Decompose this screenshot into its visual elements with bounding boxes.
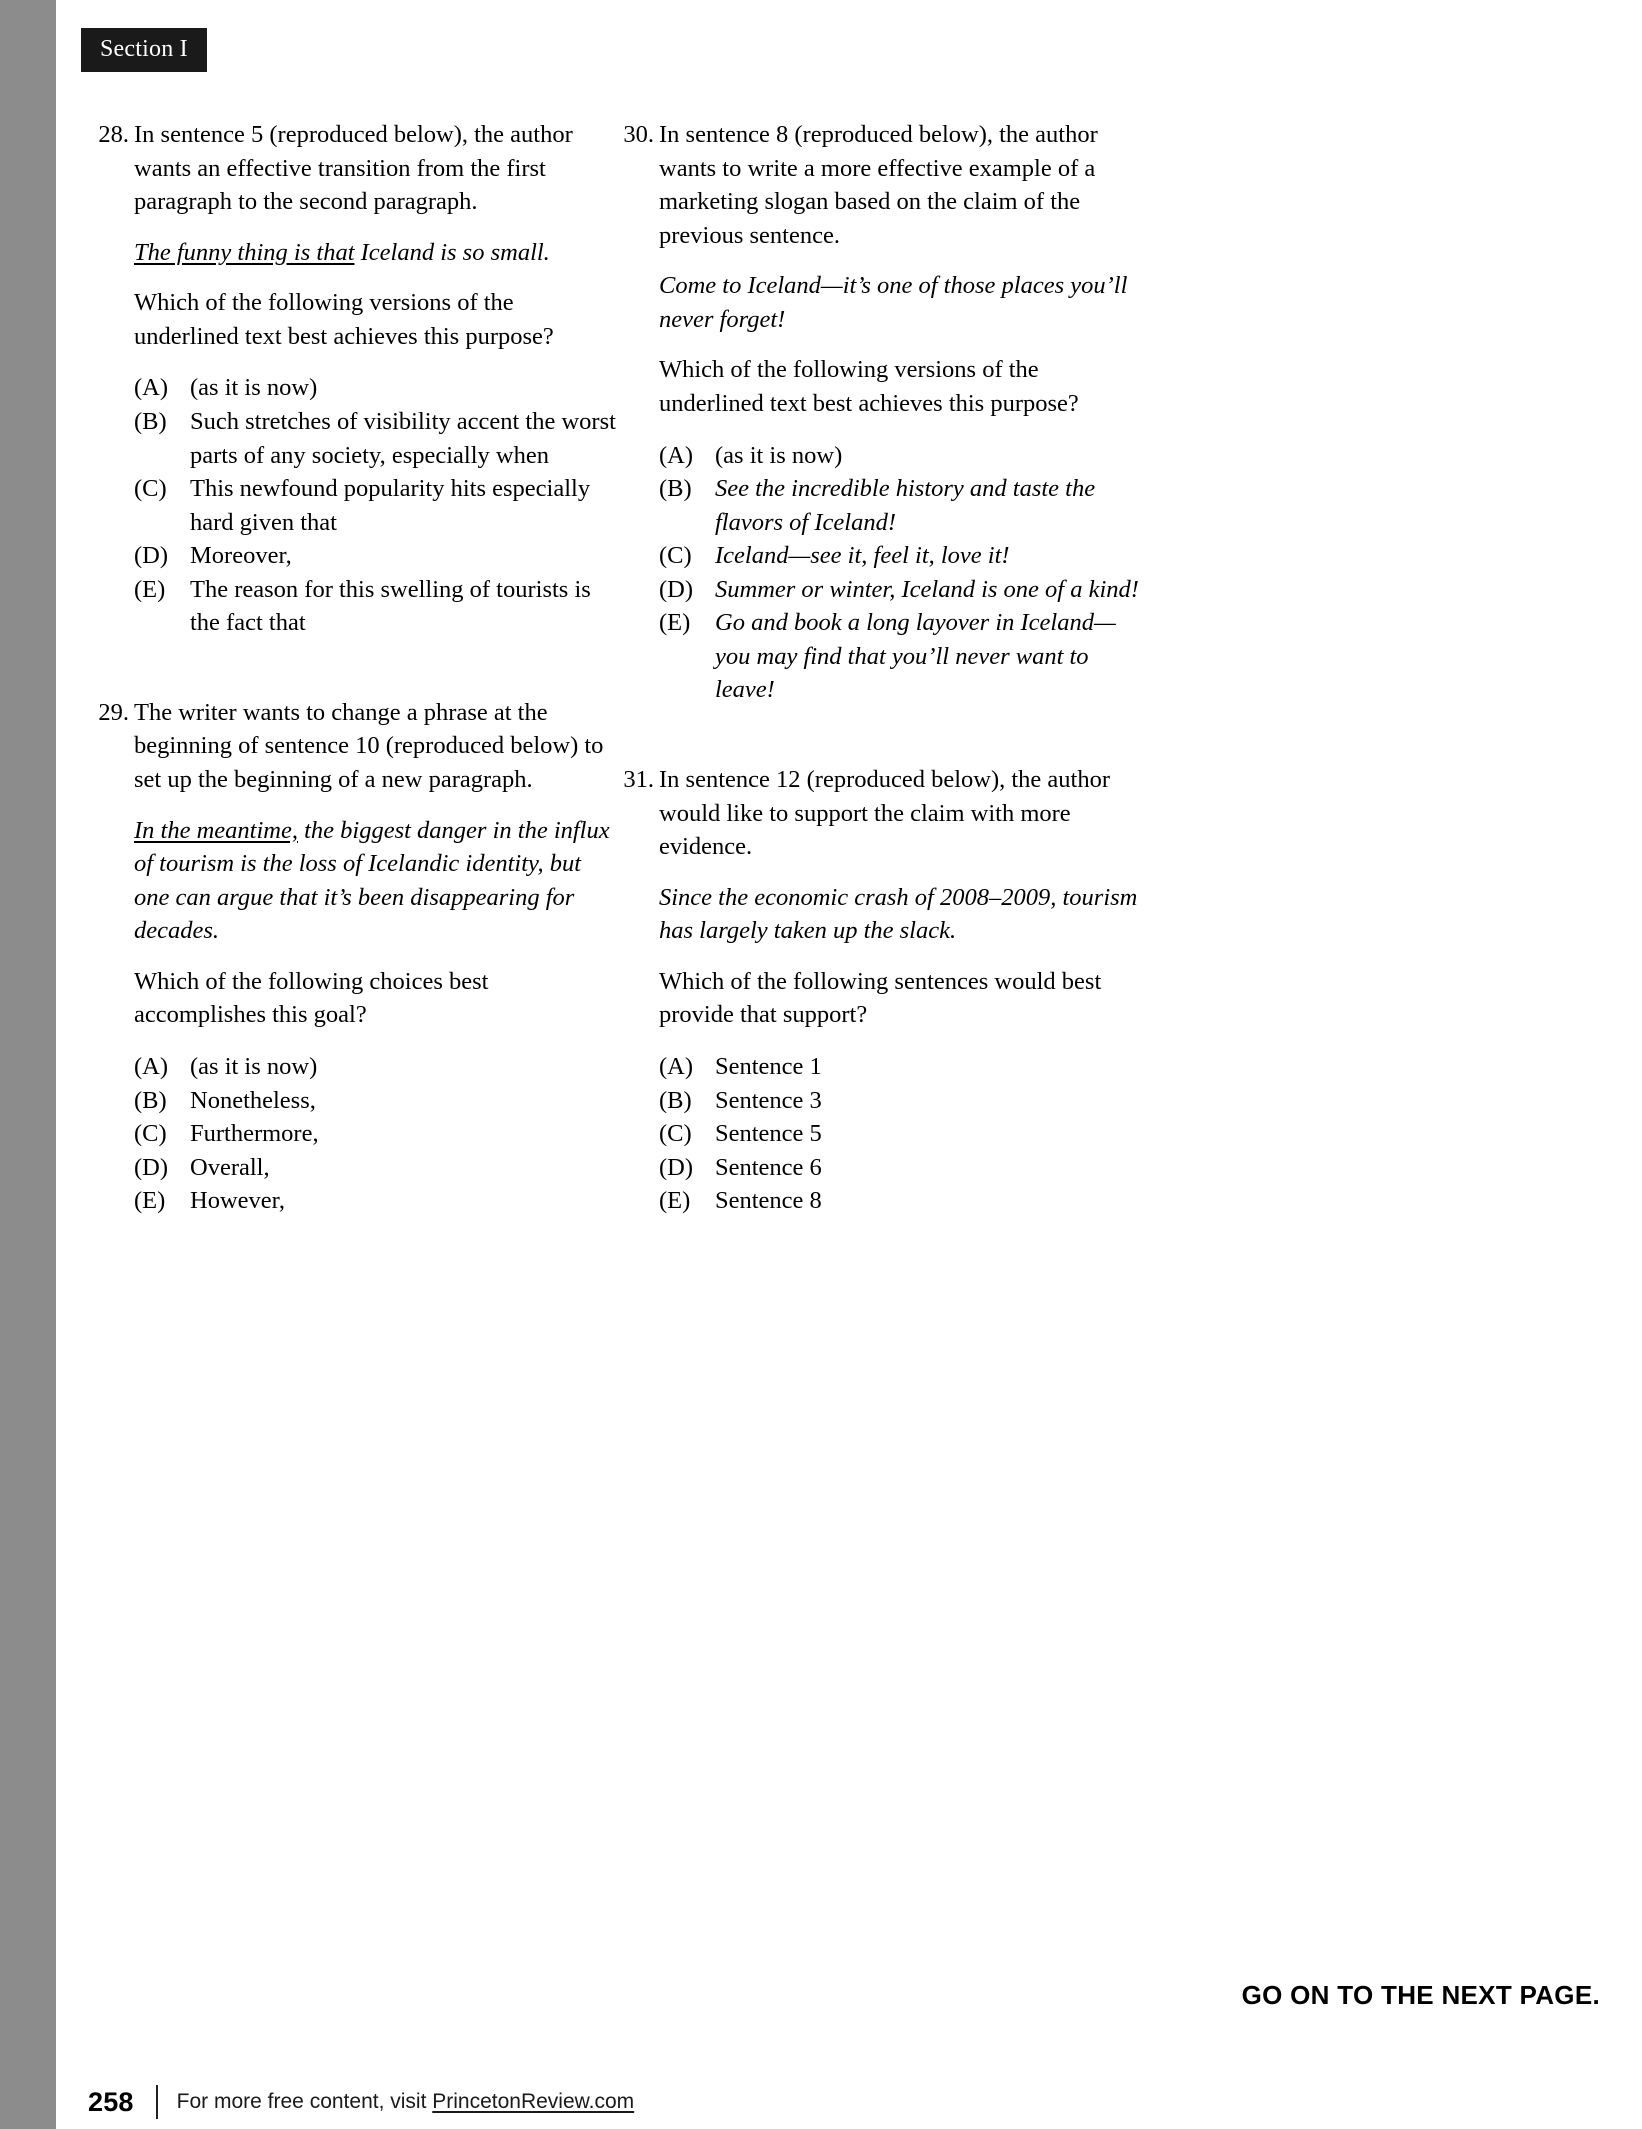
choice-31-d-letter: (D) — [659, 1153, 694, 1181]
question-columns — [56, 118, 1642, 1418]
choice-29-c-text: Furthermore, — [190, 1120, 319, 1148]
choice-31-c-letter: (C) — [659, 1120, 692, 1148]
question-29-number: 29. — [98, 698, 129, 726]
choice-31-e-letter: (E) — [659, 1187, 691, 1215]
choice-31-c[interactable] — [659, 1117, 1141, 1151]
question-31-stem: In sentence 12 (reproduced below), the author would like to support the claim with more evidence. — [659, 766, 1111, 861]
choice-28-b-text: Such stretches of visibility accent the worst parts of any society, especially when — [190, 407, 616, 469]
choice-31-d-text: Sentence 6 — [715, 1153, 822, 1181]
question-31-quote — [659, 881, 1141, 948]
choice-28-e-letter: (E) — [134, 575, 166, 603]
question-30-quote-rest: Come to Iceland—it’s one of those places you’ll never forget! — [659, 272, 1128, 333]
choice-29-c-letter: (C) — [134, 1120, 167, 1148]
choice-28-c-letter: (C) — [134, 475, 167, 503]
choice-30-e-letter: (E) — [659, 609, 691, 637]
choice-31-a-text: Sentence 1 — [715, 1052, 822, 1080]
column-right — [616, 118, 1141, 1262]
choice-31-d[interactable] — [659, 1151, 1141, 1185]
question-28-quote-rest: Iceland is so small. — [354, 238, 550, 266]
choice-28-d-text: Moreover, — [190, 542, 292, 570]
choice-29-a[interactable] — [134, 1050, 616, 1084]
choice-31-a[interactable] — [659, 1050, 1141, 1084]
question-28-quote — [134, 236, 616, 270]
choice-29-d[interactable] — [134, 1151, 616, 1185]
choice-31-b-letter: (B) — [659, 1086, 692, 1114]
choice-28-a-text: (as it is now) — [190, 374, 318, 402]
choice-28-d-letter: (D) — [134, 542, 169, 570]
question-29-quote — [134, 814, 616, 948]
choice-28-b[interactable] — [134, 405, 616, 472]
choice-28-a-letter: (A) — [134, 374, 169, 402]
princeton-review-link[interactable]: PrincetonReview.com — [432, 2090, 635, 2113]
question-29-quote-underlined: In the meantime, — [134, 816, 298, 844]
choice-31-b-text: Sentence 3 — [715, 1086, 822, 1114]
choice-31-a-letter: (A) — [659, 1052, 694, 1080]
choice-30-e-text: Go and book a long layover in Iceland—you may find that you’ll never want to leave! — [715, 609, 1116, 704]
choice-30-a-text: (as it is now) — [715, 441, 843, 469]
choice-29-e-letter: (E) — [134, 1187, 166, 1215]
choice-30-d[interactable] — [659, 573, 1141, 607]
choice-29-d-letter: (D) — [134, 1153, 169, 1181]
question-30-stem: In sentence 8 (reproduced below), the author wants to write a more effective example of a marketing slogan based on the claim of the previous sentence. — [659, 121, 1098, 249]
footer-promo-label: For more free content, visit — [176, 2090, 433, 2113]
question-31 — [616, 763, 1141, 1218]
question-31-choices — [659, 1050, 1141, 1218]
question-29-choices — [134, 1050, 616, 1218]
question-29 — [91, 696, 616, 1218]
choice-30-b-text: See the incredible history and taste the flavors of Iceland! — [715, 475, 1096, 536]
choice-30-c-letter: (C) — [659, 542, 692, 570]
choice-29-b-letter: (B) — [134, 1086, 167, 1114]
question-31-number: 31. — [623, 766, 654, 793]
choice-31-c-text: Sentence 5 — [715, 1120, 822, 1148]
choice-28-b-letter: (B) — [134, 407, 167, 435]
footer-promo-text — [177, 2090, 635, 2114]
choice-29-b-text: Nonetheless, — [190, 1086, 316, 1114]
choice-29-a-letter: (A) — [134, 1052, 169, 1080]
question-28-prompt: Which of the following versions of the underlined text best achieves this purpose? — [134, 289, 554, 350]
question-28-choices — [134, 371, 616, 640]
question-31-prompt: Which of the following sentences would best provide that support? — [659, 967, 1102, 1029]
go-on-notice: GO ON TO THE NEXT PAGE. — [1241, 1980, 1600, 2010]
question-28-quote-underlined: The funny thing is that — [134, 238, 355, 266]
choice-29-c[interactable] — [134, 1117, 616, 1151]
page-edge-bar — [0, 0, 56, 2129]
choice-30-a[interactable] — [659, 439, 1141, 473]
question-28-stem-row — [91, 118, 616, 219]
choice-30-b-letter: (B) — [659, 475, 692, 503]
question-31-stem-row — [616, 763, 1141, 864]
choice-29-d-text: Overall, — [190, 1153, 270, 1181]
choice-28-c-text: This newfound popularity hits especially hard given that — [190, 475, 591, 536]
choice-31-e[interactable] — [659, 1184, 1141, 1218]
question-29-quote-rest: the biggest danger in the influx of tourism is the loss of Icelandic identity, but one can argue that it’s been disappearing for decades. — [134, 816, 610, 945]
question-31-quote-rest: Since the economic crash of 2008–2009, tourism has largely taken up the slack. — [659, 883, 1138, 945]
choice-30-e[interactable] — [659, 606, 1141, 707]
question-30-choices — [659, 439, 1141, 708]
choice-31-e-text: Sentence 8 — [715, 1187, 822, 1215]
choice-30-c-text: Iceland—see it, feel it, love it! — [715, 542, 1010, 570]
section-tag: Section I — [81, 28, 207, 72]
choice-29-e-text: However, — [190, 1187, 285, 1215]
question-28-stem: In sentence 5 (reproduced below), the author wants an effective transition from the first paragraph to the second paragraph. — [134, 121, 573, 216]
page-footer — [88, 2085, 634, 2119]
page-number: 258 — [88, 2086, 134, 2117]
question-28-number: 28. — [98, 121, 129, 148]
choice-30-c[interactable] — [659, 539, 1141, 573]
question-28 — [91, 118, 616, 640]
question-30-prompt: Which of the following versions of the underlined text best achieves this purpose? — [659, 356, 1079, 417]
question-29-stem-row — [91, 696, 616, 797]
choice-28-d[interactable] — [134, 539, 616, 573]
choice-31-b[interactable] — [659, 1084, 1141, 1118]
choice-28-c[interactable] — [134, 472, 616, 539]
choice-28-a[interactable] — [134, 371, 616, 405]
choice-28-e[interactable] — [134, 573, 616, 640]
choice-30-d-letter: (D) — [659, 575, 694, 603]
choice-29-e[interactable] — [134, 1184, 616, 1218]
choice-29-b[interactable] — [134, 1084, 616, 1118]
question-29-stem: The writer wants to change a phrase at the beginning of sentence 10 (reproduced below) to set up the beginning of a new paragraph. — [134, 698, 604, 793]
question-29-prompt: Which of the following choices best accomplishes this goal? — [134, 967, 489, 1029]
question-30 — [616, 118, 1141, 707]
choice-30-a-letter: (A) — [659, 441, 694, 469]
choice-28-e-text: The reason for this swelling of tourists is the fact that — [190, 575, 591, 637]
choice-30-d-text: Summer or winter, Iceland is one of a kind! — [715, 575, 1139, 603]
question-30-stem-row — [616, 118, 1141, 252]
column-left — [91, 118, 616, 1262]
question-30-quote — [659, 269, 1141, 336]
question-30-number: 30. — [623, 121, 654, 148]
footer-divider — [156, 2085, 158, 2119]
choice-29-a-text: (as it is now) — [190, 1052, 318, 1080]
page-sheet — [56, 0, 1642, 2129]
choice-30-b[interactable] — [659, 472, 1141, 539]
